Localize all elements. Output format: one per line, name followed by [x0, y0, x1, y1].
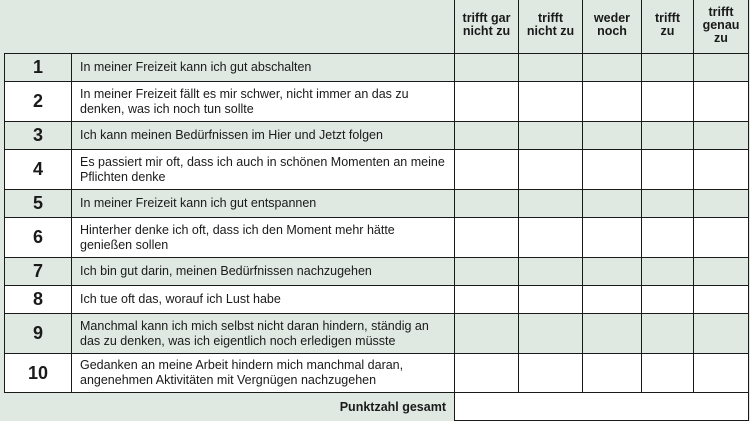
table-row — [5, 190, 749, 218]
statement-text: Ich tue oft das, worauf ich Lust habe — [72, 286, 455, 314]
header-trifft-zu — [642, 0, 694, 54]
answer-cell-trifft-nicht-zu[interactable] — [519, 258, 583, 286]
answer-cell-trifft-nicht-zu[interactable] — [519, 218, 583, 258]
answer-cell-trifft-nicht-zu[interactable] — [519, 354, 583, 393]
answer-cell-trifft-gar-nicht-zu[interactable] — [455, 190, 519, 218]
statement-text: Ich kann meinen Bedürfnissen im Hier und Jetzt folgen — [72, 122, 455, 150]
answer-cell-weder-noch[interactable] — [583, 150, 642, 190]
statement-text: Ich bin gut darin, meinen Bedürfnissen nachzugehen — [72, 258, 455, 286]
answer-cell-trifft-genau-zu[interactable] — [694, 218, 749, 258]
answer-cell-trifft-genau-zu[interactable] — [694, 258, 749, 286]
statement-text: In meiner Freizeit fällt es mir schwer, nicht immer an das zu denken, was ich noch tun sollte — [72, 82, 455, 122]
answer-cell-trifft-nicht-zu[interactable] — [519, 190, 583, 218]
answer-cell-weder-noch[interactable] — [583, 54, 642, 82]
row-number: 5 — [5, 190, 72, 218]
header-line: trifft — [708, 4, 734, 19]
header-trifft-gar-nicht-zu — [455, 0, 519, 54]
header-trifft-nicht-zu — [519, 0, 583, 54]
answer-cell-weder-noch[interactable] — [583, 122, 642, 150]
header-line: weder — [593, 11, 631, 25]
answer-cell-trifft-gar-nicht-zu[interactable] — [455, 150, 519, 190]
answer-cell-weder-noch[interactable] — [583, 286, 642, 314]
table-row — [5, 354, 749, 393]
header-line: zu — [660, 24, 675, 38]
answer-cell-trifft-genau-zu[interactable] — [694, 314, 749, 354]
answer-cell-trifft-nicht-zu[interactable] — [519, 82, 583, 122]
answer-cell-trifft-zu[interactable] — [642, 286, 694, 314]
table-row — [5, 150, 749, 190]
answer-cell-weder-noch[interactable] — [583, 354, 642, 393]
statement-text: Manchmal kann ich mich selbst nicht daran hindern, ständig an das zu denken, was ich eigentlich noch erledigen müsste — [72, 314, 455, 354]
table-row — [5, 218, 749, 258]
header-line: trifft — [655, 11, 680, 25]
answer-cell-weder-noch[interactable] — [583, 218, 642, 258]
answer-cell-trifft-zu[interactable] — [642, 258, 694, 286]
table-row — [5, 286, 749, 314]
header-trifft-genau-zu — [694, 0, 749, 54]
row-number: 2 — [5, 82, 72, 122]
table-row — [5, 314, 749, 354]
answer-cell-trifft-genau-zu[interactable] — [694, 54, 749, 82]
table-row — [5, 54, 749, 82]
table-row — [5, 122, 749, 150]
table-row — [5, 258, 749, 286]
statement-text: Gedanken an meine Arbeit hindern mich manchmal daran, angenehmen Aktivitäten mit Vergnügen nachzugehen — [72, 354, 455, 393]
row-number: 4 — [5, 150, 72, 190]
answer-cell-trifft-gar-nicht-zu[interactable] — [455, 258, 519, 286]
answer-cell-trifft-genau-zu[interactable] — [694, 354, 749, 393]
row-number: 1 — [5, 54, 72, 82]
answer-cell-trifft-gar-nicht-zu[interactable] — [455, 286, 519, 314]
row-number: 9 — [5, 314, 72, 354]
answer-cell-trifft-gar-nicht-zu[interactable] — [455, 314, 519, 354]
header-line: nicht zu — [526, 24, 575, 38]
header-line: nicht zu — [462, 24, 511, 38]
row-number: 10 — [5, 354, 72, 393]
answer-cell-weder-noch[interactable] — [583, 314, 642, 354]
answer-cell-weder-noch[interactable] — [583, 190, 642, 218]
row-number: 6 — [5, 218, 72, 258]
answer-cell-trifft-nicht-zu[interactable] — [519, 150, 583, 190]
row-number: 3 — [5, 122, 72, 150]
answer-cell-trifft-nicht-zu[interactable] — [519, 122, 583, 150]
answer-cell-trifft-zu[interactable] — [642, 218, 694, 258]
statement-text: Hinterher denke ich oft, dass ich den Moment mehr hätte genießen sollen — [72, 218, 455, 258]
row-number: 8 — [5, 286, 72, 314]
answer-cell-trifft-gar-nicht-zu[interactable] — [455, 122, 519, 150]
column-header — [454, 0, 749, 54]
answer-cell-trifft-zu[interactable] — [642, 122, 694, 150]
answer-cell-trifft-genau-zu[interactable] — [694, 122, 749, 150]
header-weder-noch — [583, 0, 642, 54]
answer-cell-trifft-zu[interactable] — [642, 190, 694, 218]
answer-cell-trifft-zu[interactable] — [642, 54, 694, 82]
answer-cell-trifft-zu[interactable] — [642, 354, 694, 393]
statement-text: In meiner Freizeit kann ich gut entspannen — [72, 190, 455, 218]
answer-cell-trifft-gar-nicht-zu[interactable] — [455, 54, 519, 82]
total-row — [5, 393, 749, 421]
answer-cell-trifft-nicht-zu[interactable] — [519, 286, 583, 314]
table-row — [5, 82, 749, 122]
answer-cell-trifft-zu[interactable] — [642, 150, 694, 190]
header-line: trifft gar — [462, 11, 511, 25]
row-number: 7 — [5, 258, 72, 286]
answer-cell-trifft-genau-zu[interactable] — [694, 190, 749, 218]
statement-text: Es passiert mir oft, dass ich auch in schönen Momenten an meine Pflichten denke — [72, 150, 455, 190]
answer-cell-trifft-zu[interactable] — [642, 314, 694, 354]
questionnaire-table — [4, 53, 749, 421]
total-label: Punktzahl gesamt — [339, 399, 446, 414]
answer-cell-trifft-genau-zu[interactable] — [694, 286, 749, 314]
answer-cell-trifft-genau-zu[interactable] — [694, 82, 749, 122]
answer-cell-trifft-genau-zu[interactable] — [694, 150, 749, 190]
answer-cell-weder-noch[interactable] — [583, 258, 642, 286]
answer-cell-trifft-nicht-zu[interactable] — [519, 54, 583, 82]
total-score-field[interactable] — [455, 393, 749, 421]
header-line: zu — [714, 30, 728, 45]
answer-cell-trifft-gar-nicht-zu[interactable] — [455, 82, 519, 122]
header-line: noch — [597, 24, 627, 38]
header-line: genau — [702, 17, 740, 32]
answer-cell-trifft-nicht-zu[interactable] — [519, 314, 583, 354]
statement-text: In meiner Freizeit kann ich gut abschalten — [72, 54, 455, 82]
answer-cell-trifft-gar-nicht-zu[interactable] — [455, 354, 519, 393]
answer-cell-weder-noch[interactable] — [583, 82, 642, 122]
header-line: trifft — [538, 11, 563, 25]
answer-cell-trifft-gar-nicht-zu[interactable] — [455, 218, 519, 258]
answer-cell-trifft-zu[interactable] — [642, 82, 694, 122]
